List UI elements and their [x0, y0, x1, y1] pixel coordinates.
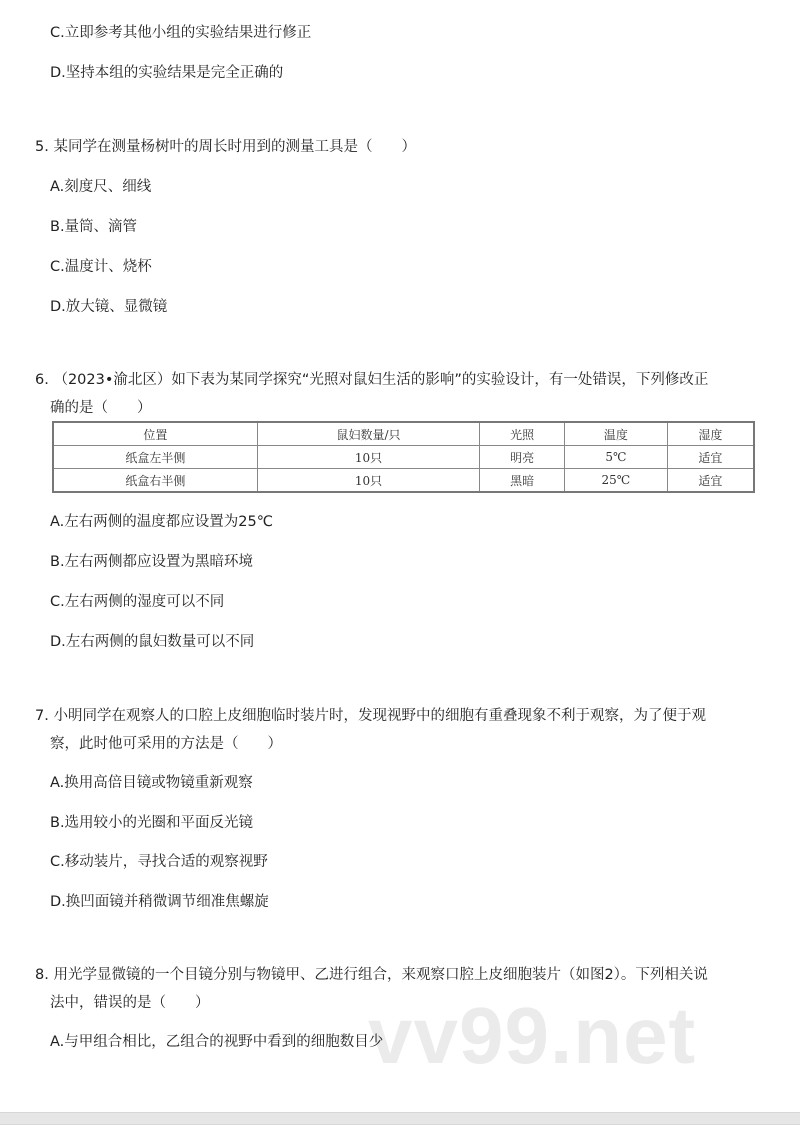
header-cell: 位置 [53, 422, 257, 446]
page-separator [0, 1112, 800, 1125]
table-cell: 明亮 [480, 446, 565, 469]
header-cell: 湿度 [667, 422, 754, 446]
table-row [53, 469, 754, 493]
q5-option-a[interactable]: A.刻度尺、细线 [50, 179, 152, 195]
table-cell: 25℃ [564, 469, 667, 493]
q8-stem: 8. 用光学显微镜的一个目镜分别与物镜甲、乙进行组合，来观察口腔上皮细胞装片（如图2）。下列相关说 [35, 967, 708, 983]
q8-stem-cont: 法中，错误的是（ ） [50, 995, 210, 1011]
watermark: vv99.net [368, 991, 697, 1080]
q7-option-b[interactable]: B.选用较小的光圈和平面反光镜 [50, 815, 254, 831]
q4-option-c[interactable]: C.立即参考其他小组的实验结果进行修正 [50, 25, 312, 41]
q6-stem: 6. （2023•渝北区）如下表为某同学探究“光照对鼠妇生活的影响”的实验设计，有一处错误，下列修改正 [35, 372, 709, 388]
q5-option-c[interactable]: C.温度计、烧杯 [50, 259, 152, 275]
q4-option-d[interactable]: D.坚持本组的实验结果是完全正确的 [50, 65, 284, 81]
q7-option-d[interactable]: D.换凹面镜并稍微调节细准焦螺旋 [50, 894, 269, 910]
q6-option-b[interactable]: B.左右两侧都应设置为黑暗环境 [50, 554, 254, 570]
table-header-row [53, 422, 754, 446]
table-cell: 纸盒左半侧 [53, 446, 257, 469]
header-cell: 鼠妇数量/只 [257, 422, 479, 446]
experiment-table [52, 421, 755, 493]
table-row [53, 446, 754, 469]
q7-option-c[interactable]: C.移动装片，寻找合适的观察视野 [50, 854, 268, 870]
q6-option-a[interactable]: A.左右两侧的温度都应设置为25℃ [50, 514, 274, 530]
q7-stem: 7. 小明同学在观察人的口腔上皮细胞临时装片时，发现视野中的细胞有重叠现象不利于观察，为了便于观 [35, 708, 706, 724]
header-cell: 温度 [564, 422, 667, 446]
q6-option-d[interactable]: D.左右两侧的鼠妇数量可以不同 [50, 634, 255, 650]
q5-option-b[interactable]: B.量筒、滴管 [50, 219, 138, 235]
table-cell: 5℃ [564, 446, 667, 469]
header-cell: 光照 [480, 422, 565, 446]
q7-stem-cont: 察，此时他可采用的方法是（ ） [50, 736, 282, 752]
table-cell: 10只 [257, 446, 479, 469]
table-cell: 10只 [257, 469, 479, 493]
table-cell: 纸盒右半侧 [53, 469, 257, 493]
table-cell: 适宜 [667, 469, 754, 493]
q5-stem: 5. 某同学在测量杨树叶的周长时用到的测量工具是（ ） [35, 139, 416, 155]
q7-option-a[interactable]: A.换用高倍目镜或物镜重新观察 [50, 775, 253, 791]
q5-option-d[interactable]: D.放大镜、显微镜 [50, 299, 168, 315]
table-cell: 黑暗 [480, 469, 565, 493]
q6-option-c[interactable]: C.左右两侧的湿度可以不同 [50, 594, 225, 610]
table-cell: 适宜 [667, 446, 754, 469]
q6-stem-cont: 确的是（ ） [50, 400, 152, 416]
q8-option-a[interactable]: A.与甲组合相比，乙组合的视野中看到的细胞数目少 [50, 1034, 384, 1050]
